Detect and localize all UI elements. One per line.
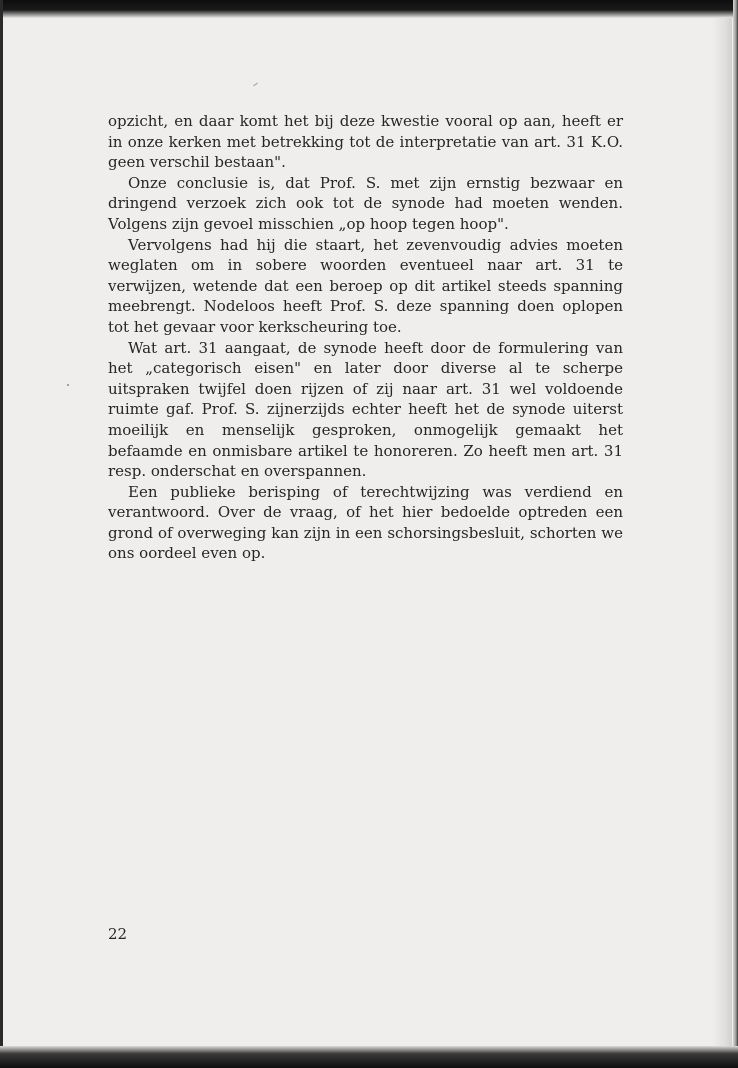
body-text bbox=[108, 111, 623, 564]
paragraph: Onze conclusie is, dat Prof. S. met zijn ernstig bezwaar en dringend verzoek zich ook tot de synode had moeten wenden. Volgens zijn gevoel misschien „op hoop tegen hoop". bbox=[108, 173, 623, 233]
paragraph: Wat art. 31 aangaat, de synode heeft door de formulering van het „categorisch eisen" en later door diverse al te scherpe uitspraken twijfel doen rijzen of zij naar art. 31 wel voldoende ruimte gaf. Prof. S. zijnerzijds echter heeft het de synode uiterst moeilijk en menselijk gesproken, onmogelijk gemaakt het befaamde en onmisbare artikel te honoreren. Zo heeft men art. 31 resp. onderschat en overspannen. bbox=[108, 338, 623, 481]
paragraph: Vervolgens had hij die staart, het zevenvoudig advies moeten weglaten om in sobere woorden eventueel naar art. 31 te verwijzen, wetende dat een beroep op dit artikel steeds spanning meebrengt. Nodeloos heeft Prof. S. deze spanning doen oplopen tot het gevaar voor kerkscheuring toe. bbox=[108, 235, 623, 336]
paragraph: opzicht, en daar komt het bij deze kwestie vooral op aan, heeft er in onze kerken met betrekking tot de interpretatie van art. 31 K.O. geen verschil bestaan". bbox=[108, 112, 623, 172]
paper-speck bbox=[67, 384, 69, 386]
page-number: 22 bbox=[108, 925, 128, 943]
paragraph: Een publieke berisping of terechtwijzing was verdiend en verantwoord. Over de vraag, of het hier bedoelde optreden een grond of overweging kan zijn in een schorsingsbesluit, schorten we ons oordeel even op. bbox=[108, 482, 623, 563]
paper-speck bbox=[253, 83, 258, 87]
